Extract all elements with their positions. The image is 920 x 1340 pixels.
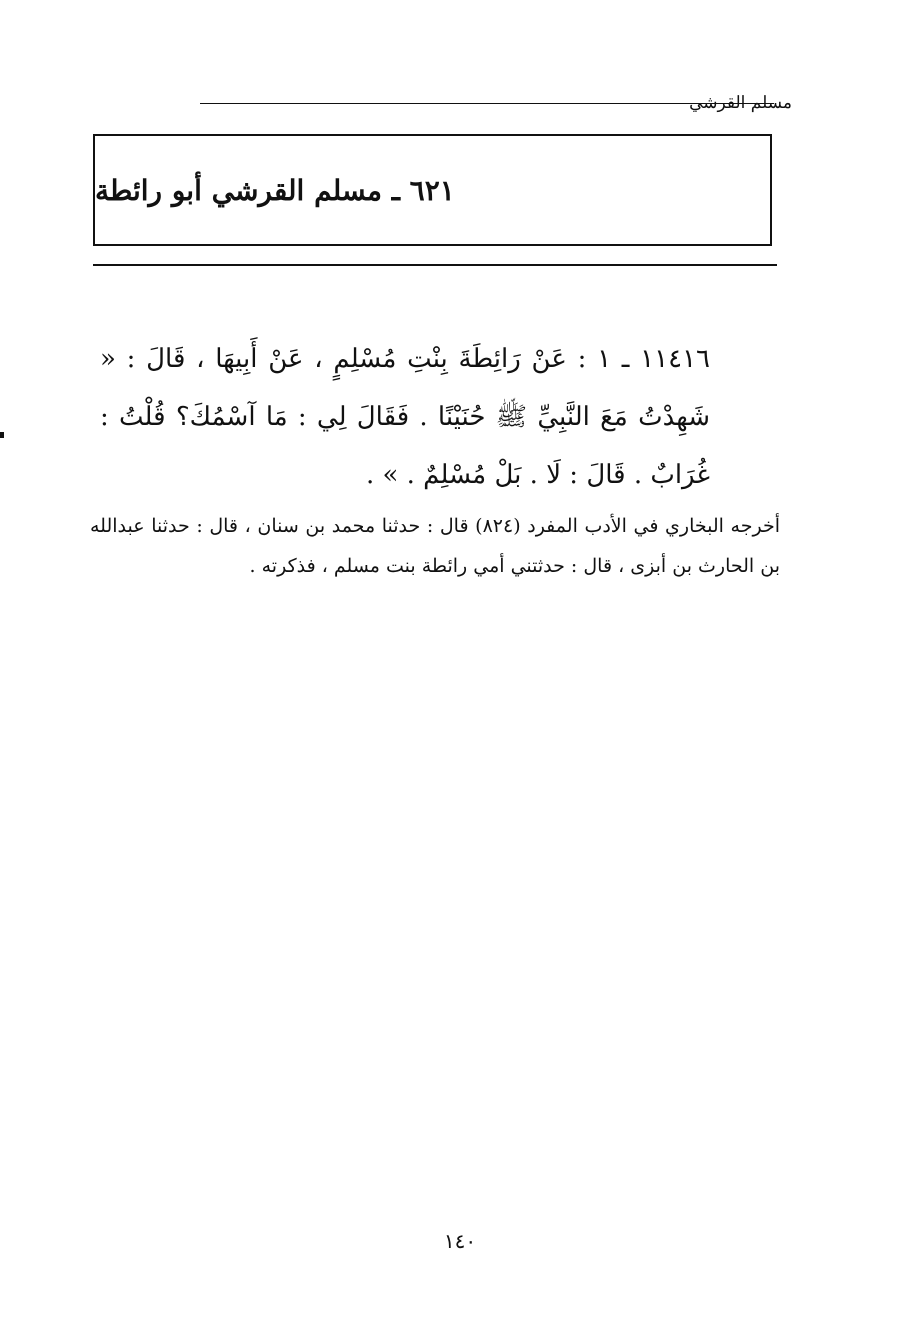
hadith-text: ١١٤١٦ ـ ١ : عَنْ رَائِطَةَ بِنْتِ مُسْلِمٍ ، عَنْ أَبِيهَا ، قَالَ : « شَهِدْتُ مَعَ النَّبِيِّ ﷺ حُنَيْنًا . فَقَالَ لِي : مَا آسْمُكَ؟ قُلْتُ : غُرَابٌ . قَالَ : لَا . بَلْ مُسْلِمٌ . » . <box>100 344 710 490</box>
section-title-box <box>93 134 772 246</box>
takhrij-text: أخرجه البخاري في الأدب المفرد (٨٢٤) قال : حدثنا محمد بن سنان ، قال : حدثنا عبدالله بن الحارث بن أبزى ، قال : حدثتني أمي رائطة بنت مسلم ، فذكرته . <box>90 515 781 577</box>
header-rule <box>200 103 774 104</box>
section-rule <box>93 264 777 266</box>
running-header: مسلم القرشي <box>689 93 792 113</box>
page-number: ١٤٠ <box>443 1229 477 1253</box>
scan-edge-mark <box>0 432 4 438</box>
section-title: ٦٢١ ـ مسلم القرشي أبو رائطة <box>95 173 455 207</box>
